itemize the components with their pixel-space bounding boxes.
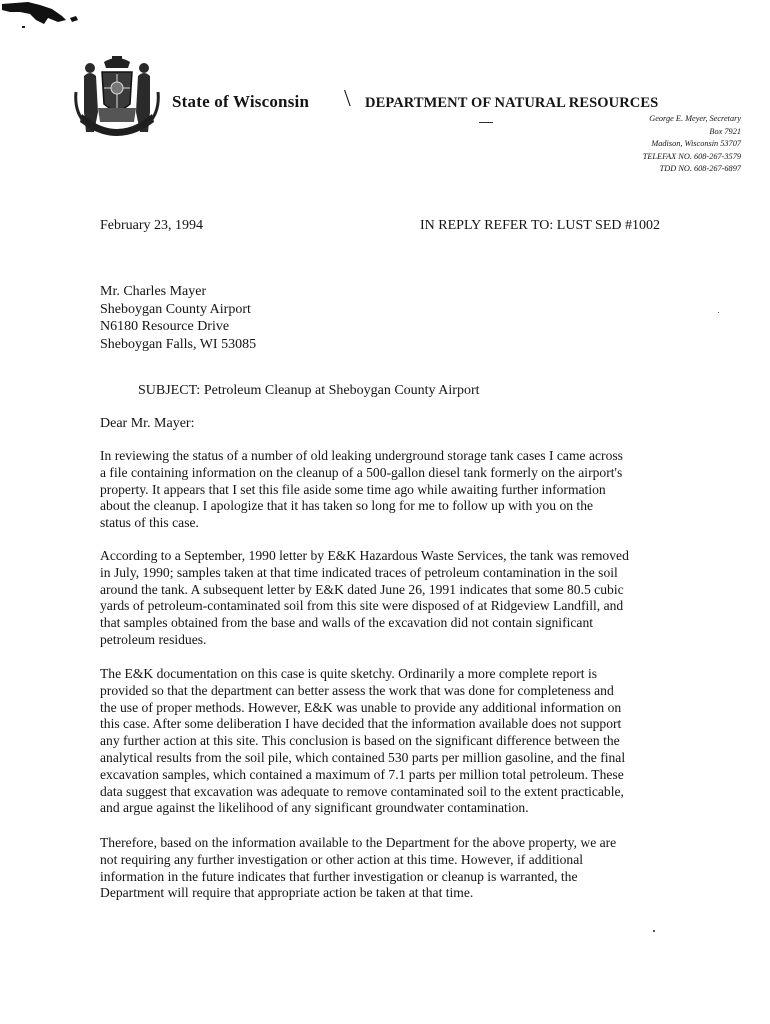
contact-city: Madison, Wisconsin 53707 bbox=[651, 139, 741, 148]
body-line: not requiring any further investigation or other action at this time. However, if additional bbox=[100, 851, 584, 867]
paragraph-1 bbox=[100, 448, 698, 532]
contact-box: Box 7921 bbox=[709, 126, 741, 136]
recipient-city: Sheboygan Falls, WI 53085 bbox=[100, 336, 257, 352]
recipient-address bbox=[100, 283, 256, 353]
paragraph-4 bbox=[100, 835, 698, 902]
body-line: data suggest that excavation was adequate to remove contaminated soil to the extent practicable, bbox=[100, 783, 624, 799]
body-line: excavation samples, which contained a maximum of 7.1 parts per million total petroleum. These bbox=[100, 766, 624, 782]
letter-date: February 23, 1994 bbox=[100, 218, 204, 233]
recipient-organization: Sheboygan County Airport bbox=[100, 301, 251, 317]
letterhead-separator: \ bbox=[344, 86, 351, 112]
contact-block bbox=[643, 113, 741, 176]
body-line: Department will require that appropriate action be taken at that time. bbox=[100, 885, 474, 901]
decorative-dash bbox=[479, 122, 493, 123]
contact-tdd: TDD NO. 608-267-6897 bbox=[659, 164, 741, 173]
paragraph-2 bbox=[100, 548, 698, 649]
salutation: Dear Mr. Mayer: bbox=[100, 416, 195, 431]
body-line: property. It appears that I set this file aside some time ago while awaiting further information bbox=[100, 481, 606, 497]
body-line: in July, 1990; samples taken at that time indicated traces of petroleum contamination in the soil bbox=[100, 564, 618, 580]
recipient-name: Mr. Charles Mayer bbox=[100, 284, 207, 299]
body-line: and argue against the likelihood of any significant groundwater contamination. bbox=[100, 800, 529, 816]
body-line: The E&K documentation on this case is quite sketchy. Ordinarily a more complete report is bbox=[100, 666, 598, 681]
body-line: According to a September, 1990 letter by E&K Hazardous Waste Services, the tank was removed bbox=[100, 548, 629, 563]
body-line: provided so that the department can better assess the work that was done for completeness and bbox=[100, 682, 614, 698]
scan-artifact-mark bbox=[0, 0, 80, 40]
wisconsin-seal-icon bbox=[74, 52, 160, 140]
body-line: petroleum residues. bbox=[100, 631, 207, 647]
reference-number: IN REPLY REFER TO: LUST SED #1002 bbox=[420, 218, 660, 233]
body-line: yards of petroleum-contaminated soil from this site were disposed of at Ridgeview Landfill, and bbox=[100, 598, 624, 614]
body-line: this case. After some deliberation I have decided that the information available does not support bbox=[100, 716, 622, 732]
body-line: about the cleanup. I apologize that it has taken so long for me to follow up with you on the bbox=[100, 498, 594, 514]
body-line: any further action at this site. This conclusion is based on the significant difference between the bbox=[100, 733, 620, 749]
body-line: information in the future indicates that further investigation or cleanup is warranted, the bbox=[100, 868, 578, 884]
body-line: In reviewing the status of a number of old leaking underground storage tank cases I came across bbox=[100, 448, 623, 463]
scan-speck bbox=[653, 930, 655, 932]
letterhead-department: DEPARTMENT OF NATURAL RESOURCES bbox=[365, 95, 659, 111]
body-line: Therefore, based on the information available to the Department for the above property, we are bbox=[100, 835, 617, 850]
body-line: status of this case. bbox=[100, 515, 199, 531]
contact-secretary: George E. Meyer, Secretary bbox=[649, 114, 741, 123]
paragraph-3 bbox=[100, 666, 698, 817]
scan-speck bbox=[718, 312, 719, 313]
subject-line: SUBJECT: Petroleum Cleanup at Sheboygan County Airport bbox=[138, 383, 480, 398]
contact-telefax: TELEFAX NO. 608-267-3579 bbox=[642, 151, 741, 161]
body-line: a file containing information on the cleanup of a 500-gallon diesel tank formerly on the airport's bbox=[100, 464, 623, 480]
letterhead-state: State of Wisconsin bbox=[172, 92, 310, 111]
body-line: analytical results from the soil pile, which contained 530 parts per million gasoline, and the final bbox=[100, 749, 626, 765]
body-line: the use of proper methods. However, E&K was unable to provide any additional information on bbox=[100, 699, 622, 715]
body-line: that samples obtained from the base and walls of the excavation did not contain significant bbox=[100, 615, 594, 631]
recipient-street: N6180 Resource Drive bbox=[100, 319, 230, 334]
body-line: around the tank. A subsequent letter by E&K dated June 26, 1991 indicates that some 80.5 cubic bbox=[100, 581, 624, 597]
